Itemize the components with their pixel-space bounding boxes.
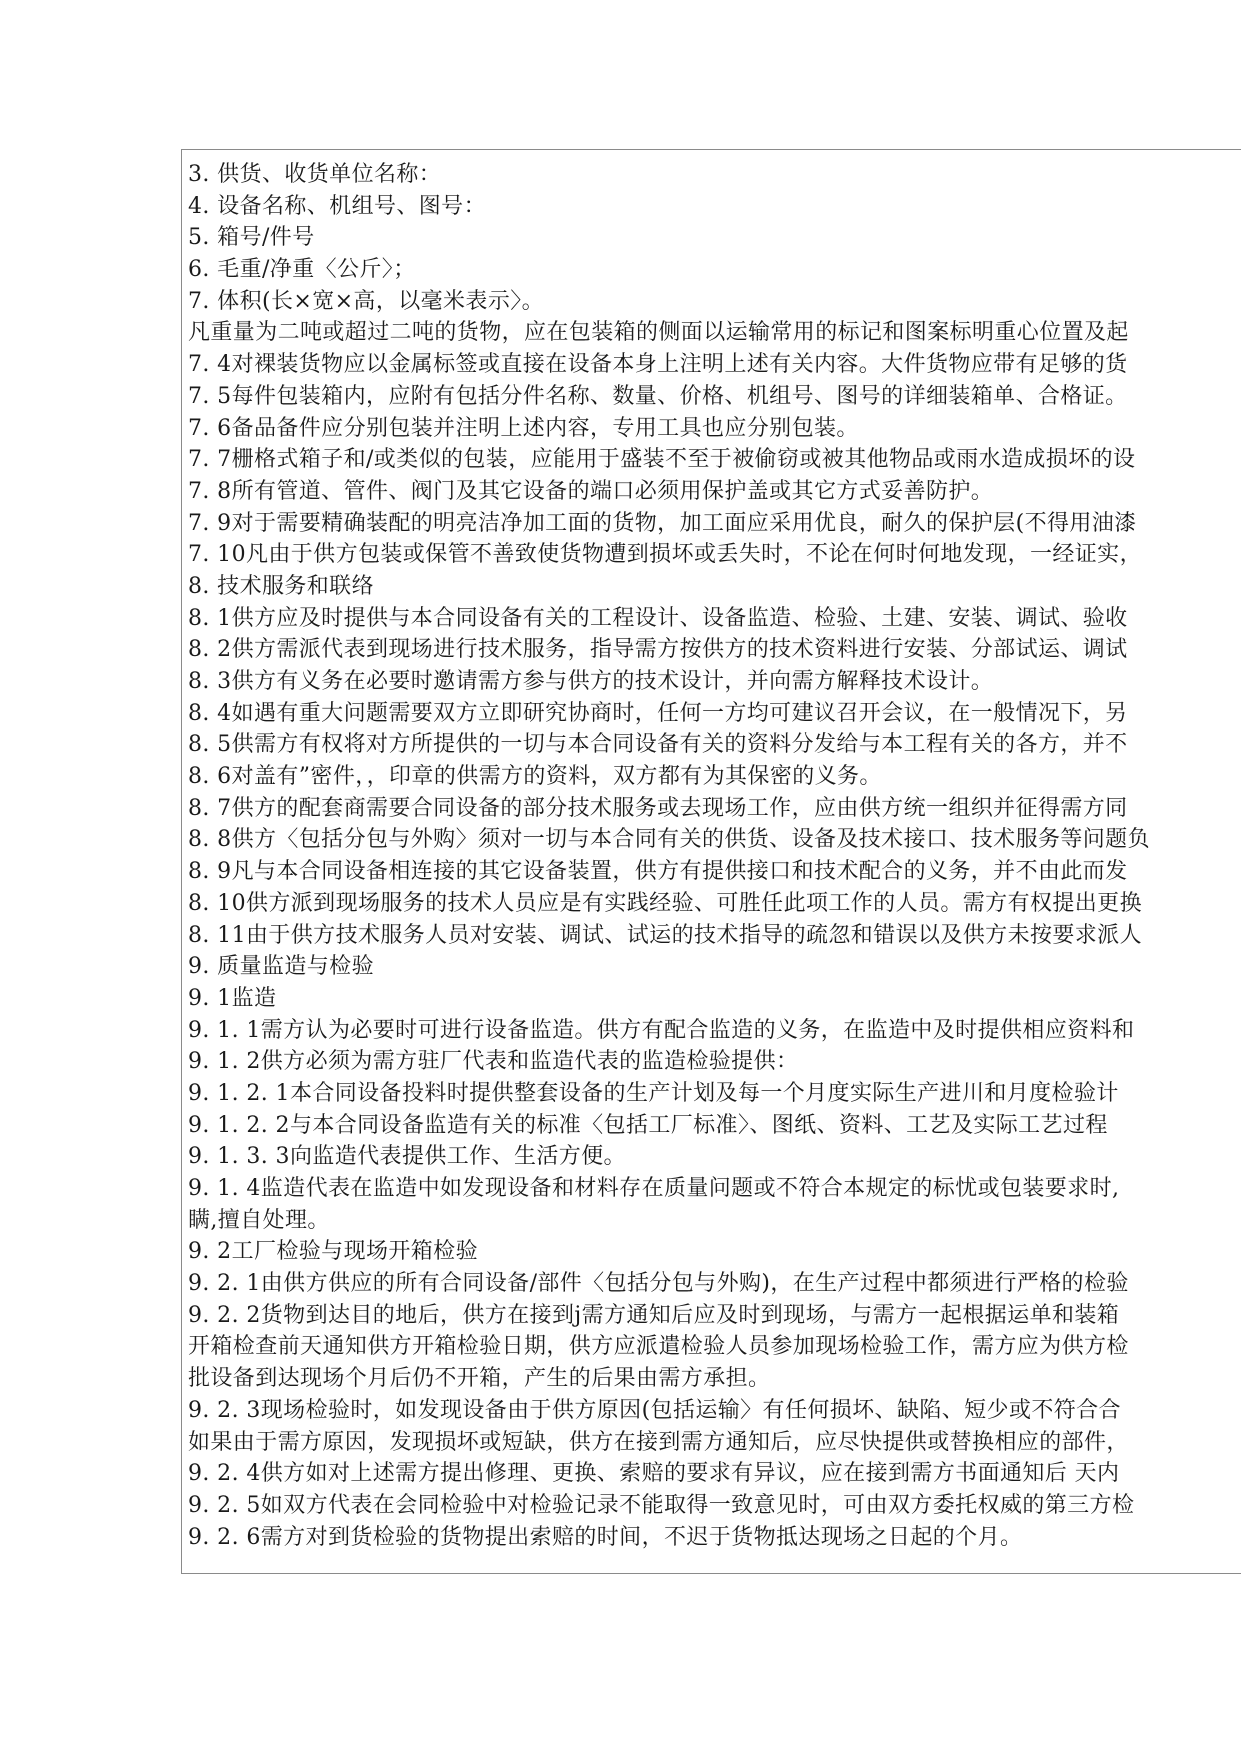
text-line: 9. 质量监造与检验 bbox=[188, 954, 374, 980]
text-line: 9. 1. 2供方必须为需方驻厂代表和监造代表的监造检验提供： bbox=[188, 1049, 799, 1075]
text-line: 9. 1. 3. 3向监造代表提供工作、生活方便。 bbox=[188, 1144, 626, 1170]
text-line: 5. 箱号/件号 bbox=[188, 225, 315, 251]
text-line: 8. 8供方〈包括分包与外购〉须对一切与本合同有关的供货、设备及技术接口、技术服务等问题负 bbox=[188, 827, 1150, 853]
text-line: 9. 1. 1需方认为必要时可进行设备监造。供方有配合监造的义务，在监造中及时提供相应资料和 bbox=[188, 1017, 1135, 1043]
text-line: 8. 10供方派到现场服务的技术人员应是有实践经验、可胜任此项工作的人员。需方有权提出更换 bbox=[188, 890, 1142, 916]
text-line: 7. 7栅格式箱子和/或类似的包装，应能用于盛装不至于被偷窃或被其他物品或雨水造成损坏的设 bbox=[188, 447, 1136, 473]
text-line: 8. 7供方的配套商需要合同设备的部分技术服务或去现场工作，应由供方统一组织并征得需方同 bbox=[188, 795, 1128, 821]
text-line: 7. 体积(长×宽×高，以毫米表示〉。 bbox=[188, 288, 545, 314]
text-line: 9. 2. 4供方如对上述需方提出修理、更换、索赔的要求有异议，应在接到需方书面通知后 天内 bbox=[188, 1461, 1120, 1487]
text-line: 批设备到达现场个月后仍不开箱，产生的后果由需方承担。 bbox=[188, 1366, 771, 1392]
text-line: 8. 3供方有义务在必要时邀请需方参与供方的技术设计，并向需方解释技术设计。 bbox=[188, 669, 994, 694]
text-line: 9. 2. 5如双方代表在会同检验中对检验记录不能取得一致意见时，可由双方委托权威的第三方检 bbox=[188, 1492, 1135, 1518]
text-line: 9. 2. 3现场检验时，如发现设备由于供方原因(包括运输〉有任何损坏、缺陷、短少或不符合合 bbox=[188, 1397, 1121, 1423]
text-line: 8. 5供需方有权将对方所提供的一切与本合同设备有关的资料分发给与本工程有关的各方，并不 bbox=[188, 732, 1128, 758]
text-line: 7. 8所有管道、管件、阀门及其它设备的端口必须用保护盖或其它方式妥善防护。 bbox=[188, 478, 994, 504]
text-line: 9. 1. 2. 1本合同设备投料时提供整套设备的生产计划及每一个月度实际生产进川和月度检验计 bbox=[188, 1080, 1119, 1106]
text-line: 9. 2. 6需方对到货检验的货物提出索赔的时间，不迟于货物抵达现场之日起的个月。 bbox=[188, 1524, 1023, 1550]
text-line: 瞒,擅自处理。 bbox=[188, 1207, 330, 1233]
text-line: 9. 2. 2货物到达目的地后，供方在接到j需方通知后应及时到现场，与需方一起根据运单和装箱 bbox=[188, 1302, 1120, 1328]
text-line: 8. 9凡与本合同设备相连接的其它设备装置，供方有提供接口和技术配合的义务，并不由此而发 bbox=[188, 859, 1128, 885]
text-line: 9. 1监造 bbox=[188, 985, 277, 1011]
text-line: 8. 1供方应及时提供与本合同设备有关的工程设计、设备监造、检验、土建、安装、调试、验收 bbox=[188, 605, 1128, 631]
text-line: 7. 4对裸装货物应以金属标签或直接在设备本身上注明上述有关内容。大件货物应带有足够的货 bbox=[188, 352, 1128, 378]
text-line: 7. 6备品备件应分别包装并注明上述内容，专用工具也应分别包装。 bbox=[188, 415, 859, 441]
text-line: 开箱检查前天通知供方开箱检验日期，供方应派遣检验人员参加现场检验工作，需方应为供方检 bbox=[188, 1334, 1129, 1360]
text-line: 7. 5每件包装箱内，应附有包括分件名称、数量、价格、机组号、图号的详细装箱单、合格证。 bbox=[188, 383, 1128, 409]
text-line: 8. 6对盖有”密件，，印章的供需方的资料，双方都有为其保密的义务。 bbox=[188, 764, 882, 790]
text-line: 9. 1. 2. 2与本合同设备监造有关的标准〈包括工厂标准〉、图纸、资料、工艺及实际工艺过程 bbox=[188, 1112, 1108, 1138]
text-line: 8. 技术服务和联络 bbox=[188, 573, 374, 599]
text-line: 7. 10凡由于供方包装或保管不善致使货物遭到损坏或丢失时，不论在何时何地发现，一经证实， bbox=[188, 542, 1142, 568]
text-line: 9. 1. 4监造代表在监造中如发现设备和材料存在质量问题或不符合本规定的标忧或包装要求时, bbox=[188, 1176, 1120, 1201]
text-line: 7. 9对于需要精确装配的明亮洁净加工面的货物，加工面应采用优良，耐久的保护层(不得用油漆 bbox=[188, 510, 1137, 536]
text-line: 8. 2供方需派代表到现场进行技术服务，指导需方按供方的技术资料进行安装、分部试运、调试 bbox=[188, 637, 1128, 663]
text-line: 3. 供货、收货单位名称： bbox=[188, 162, 442, 187]
contract-text-box bbox=[181, 149, 1241, 1574]
text-line: 6. 毛重/净重〈公斤〉； bbox=[188, 257, 416, 283]
text-line: 8. 4如遇有重大问题需要双方立即研究协商时，任何一方均可建议召开会议，在一般情况下，另 bbox=[188, 700, 1128, 726]
text-line: 9. 2. 1由供方供应的所有合同设备/部件〈包括分包与外购)，在生产过程中都须进行严格的检验 bbox=[188, 1271, 1129, 1297]
text-line: 如果由于需方原因，发现损坏或短缺，供方在接到需方通知后，应尽快提供或替换相应的部件， bbox=[188, 1429, 1129, 1455]
text-line: 9. 2工厂检验与现场开箱检验 bbox=[188, 1239, 478, 1265]
text-line: 4. 设备名称、机组号、图号： bbox=[188, 193, 486, 219]
text-line: 凡重量为二吨或超过二吨的货物，应在包装箱的侧面以运输常用的标记和图案标明重心位置及起 bbox=[188, 320, 1129, 346]
text-line: 8. 11由于供方技术服务人员对安装、调试、试运的技术指导的疏忽和错误以及供方未按要求派人 bbox=[188, 922, 1142, 948]
